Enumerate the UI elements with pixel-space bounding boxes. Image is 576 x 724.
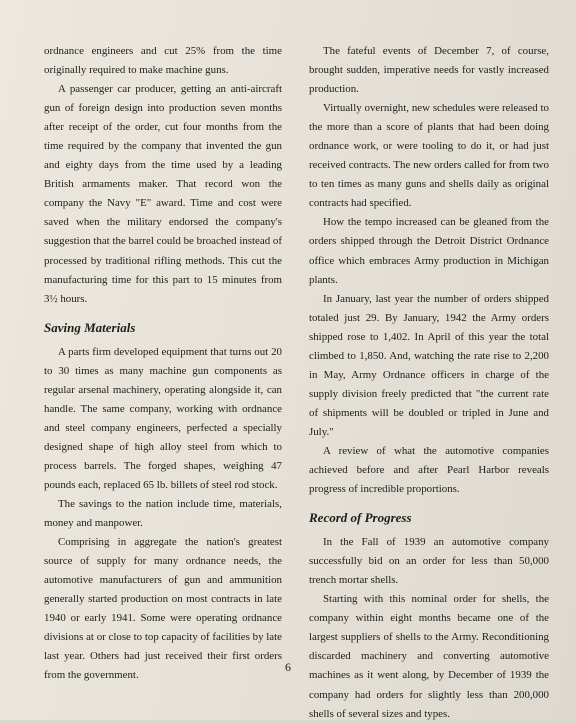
paragraph: A parts firm developed equipment that turns out 20 to 30 times as many machine gun components as regular arsenal machinery, operating alongside it, can handle. The same company, working with ordnance and steel company engineers, perfected a specially designed shape of high alloy steel from which to process barrels. The forged shapes, weighing 47 pounds each, replaced 65 lb. billets of steel rod stock.: [44, 345, 282, 491]
paragraph: In the Fall of 1939 an automotive company successfully bid on an order for less than 50,000 trench mortar shells.: [309, 536, 549, 587]
paragraph: The fateful events of December 7, of course, brought sudden, imperative needs for vastly increased production.: [309, 45, 549, 96]
paragraph: ordnance engineers and cut 25% from the time originally required to make machine guns.: [44, 45, 282, 77]
left-column: [44, 42, 282, 686]
page-number: 6: [285, 660, 291, 674]
section-heading-saving-materials: Saving Materials: [44, 319, 136, 335]
paragraph: A passenger car producer, getting an anti-aircraft gun of foreign design into production seven months after receipt of the order, cut four months from the time required by the company that invented the gun and eighty days from the time used by a leading British armaments maker. That record won the company the Navy "E" award. Time and cost were saved when the military endorsed the company's suggestion that the barrel could be broached instead of processed by traditional rifling methods. This cut the manufacturing time for this part to 15 minutes from 3½ hours.: [44, 83, 282, 305]
section-heading-record-of-progress: Record of Progress: [309, 510, 412, 526]
paragraph: Comprising in aggregate the nation's greatest source of supply for many ordnance needs, the automotive manufacturers of gun and ammunition generally started production on most contracts in late 1940 or early 1941. Some were operating ordnance divisions at or close to top capacity of facilities by late last year. Others had just received their first orders from the government.: [44, 536, 282, 682]
paragraph: A review of what the automotive companies achieved before and after Pearl Harbor reveals progress of incredible proportions.: [309, 444, 549, 496]
paragraph: The savings to the nation include time, materials, money and manpower.: [44, 498, 282, 530]
paragraph: In January, last year the number of orders shipped totaled just 29. By January, 1942 the Army orders shipped rose to 1,402. In April of this year the total climbed to 1,850. And, watching the rate rise to 2,200 in May, Army Ordnance officers in charge of the supply division freely predicted that "the current rate of shipments will be doubled or tripled in June and July.": [309, 292, 549, 438]
paragraph: Virtually overnight, new schedules were released to the more than a score of plants that had been doing ordnance work, or were tooling to do it, or had just received contracts. The new orders called for from two to ten times as many guns and shells daily as original contracts had specified.: [309, 102, 549, 210]
right-column: [309, 42, 549, 724]
paragraph: How the tempo increased can be gleaned from the orders shipped through the Detroit District Ordnance office which embraces Army production in Michigan plants.: [309, 216, 549, 286]
paragraph: Starting with this nominal order for shells, the company within eight months became one of the largest suppliers of shells to the Army. Reconditioning discarded machinery and converting automotive machines as it went along, by December of 1939 the company had orders for slightly less than 200,000 shells of several sizes and types.: [309, 593, 549, 720]
